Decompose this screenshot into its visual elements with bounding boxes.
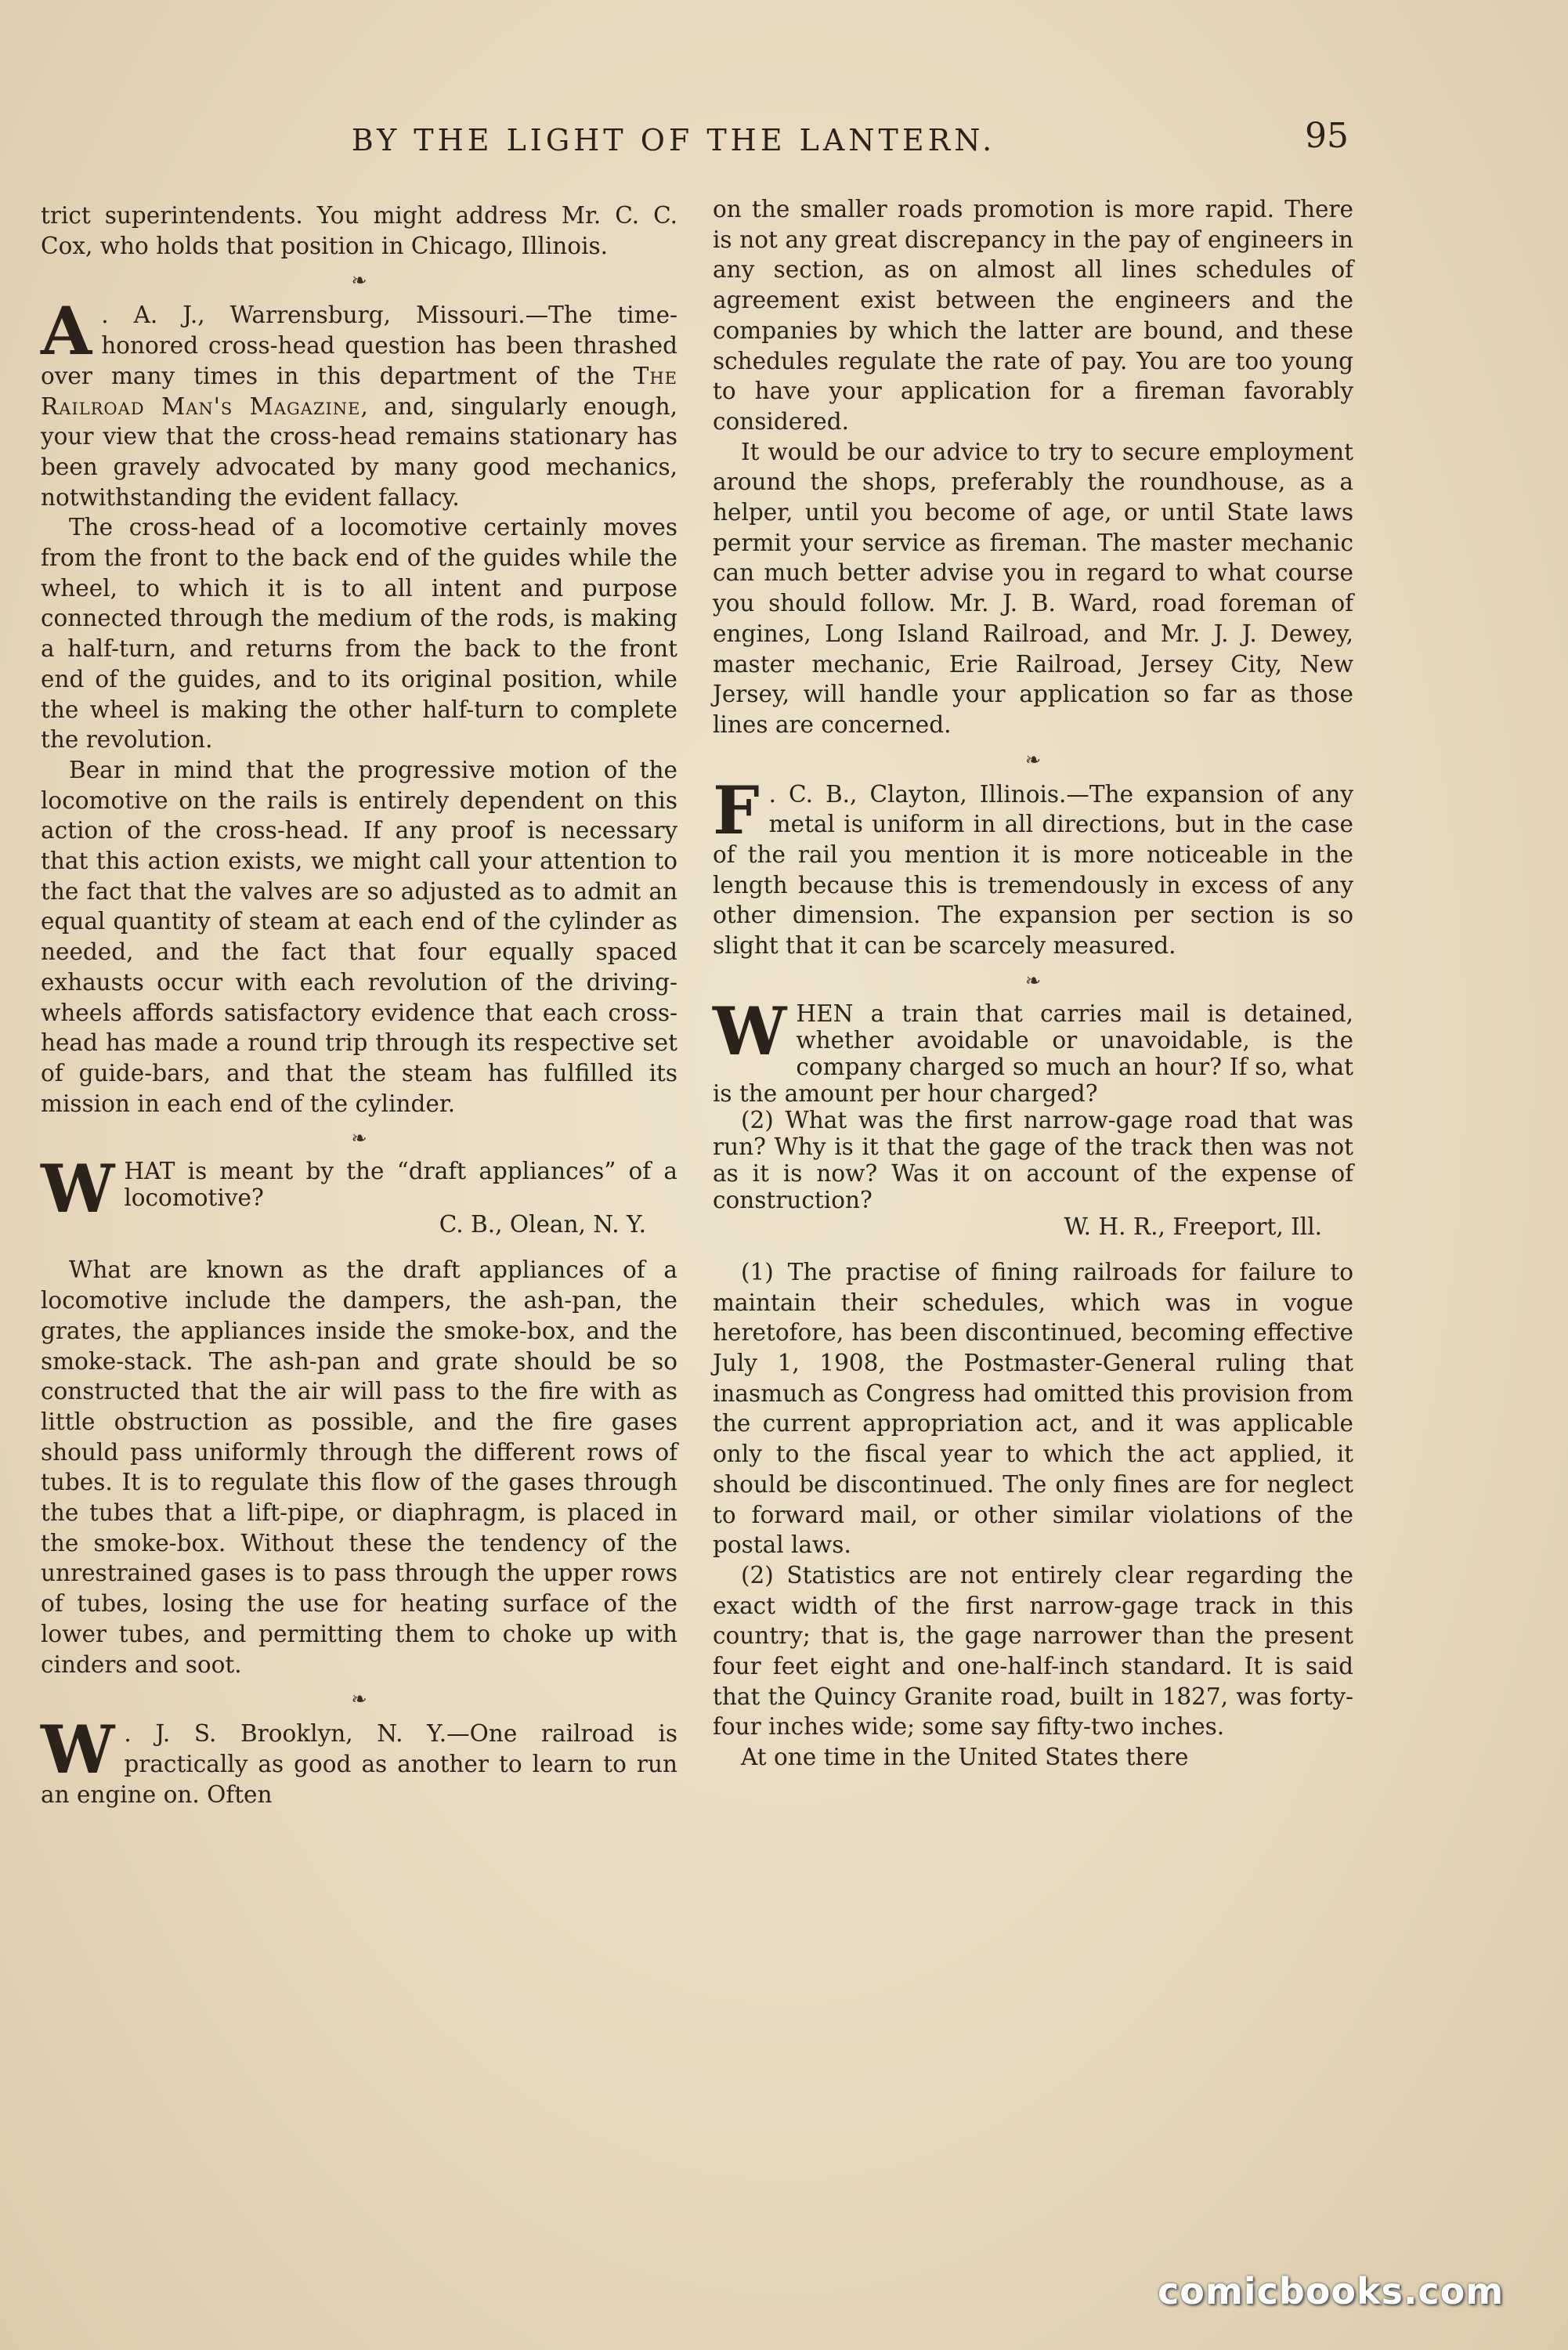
watermark-logo: comicbooks.com — [1158, 2270, 1505, 2312]
drop-cap: F — [713, 771, 760, 849]
paragraph-promotion: on the smaller roads promotion is more rapid. There is not any great discrepancy in the pay of engineers in any section, as on almost all lines schedules of agreement exist between the engineers and the companies by which the latter are bound, and these schedules regulate the rate of pay. You are too young to have your application for a fireman favorably considered. — [713, 196, 1353, 435]
answer-intro: . A. J., Warrensburg, Missouri.—The time-honored cross-head question has been thrashed over many times in this department of the — [41, 302, 677, 389]
left-column — [41, 201, 677, 1810]
answer-narrow-gage: (2) Statistics are not entirely clear regarding the exact width of the first narrow-gage track in this country; that is, the gage narrower than the present four feet eight and one-half-inch standard. It is said that the Quincy Granite road, built in 1827, was forty-four inches wide; some say fifty-two inches. — [713, 1561, 1353, 1741]
question-mail-train — [713, 992, 1353, 1107]
answer-fines: (1) The practise of fining railroads for failure to maintain their schedules, which was in vogue heretofore, has been discontinued, becoming effective July 1, 1908, the Postmaster-General ruling that inasmuch as Congress had omitted this provision from the current appropriation act, and it was applicable only to the fiscal year to which the act applied, it should be discontinued. The only fines are for neglect to forward mail, or other similar violations of the postal laws. — [713, 1258, 1353, 1559]
drop-cap: W — [41, 1150, 115, 1228]
question-narrow-gage: (2) What was the first narrow-gage road that was run? Why is it that the gage of the track then was not as it is now? Was it on account of the expense of construction? — [713, 1106, 1353, 1213]
page-number: 95 — [1305, 116, 1349, 156]
answer-fcb-clayton — [713, 771, 1353, 961]
drop-cap: W — [41, 1711, 115, 1789]
paragraph-draft-answer: What are known as the draft appliances of a locomotive include the dampers, the ash-pan, the grates, the appliances inside the smoke-box, and the smoke-stack. The ash-pan and grate should be so constructed that the air will pass to the fire with as little obstruction as possible, and the fire gases should pass uniformly through the different rows of tubes. It is to regulate this flow of the gases through the tubes that a lift-pipe, or diaphragm, is placed in the smoke-box. Without these the tendency of the unrestrained gases is to pass through the upper rows of tubes, losing the use for heating surface of the lower tubes, and permitting them to choke up with cinders and soot. — [41, 1256, 677, 1678]
answer-text: . C. B., Clayton, Illinois.—The expansion of any metal is uniform in all directions, but in the case of the rail you mention it is more noticeable in the length because this is tremendously in excess of any other dimension. The expansion per section is so slight that it can be scarcely measured. — [713, 780, 1353, 960]
paragraph-advice: It would be our advice to try to secure employment around the shops, preferably the roundhouse, as a helper, until you become of age, or until State laws permit your service as fireman. The master mechanic can much better advise you in regard to what course you should follow. Mr. J. B. Ward, road foreman of engines, Long Island Railroad, and Mr. J. J. Dewey, master mechanic, Erie Railroad, Jersey City, New Jersey, will handle your application so far as those lines are concerned. — [713, 438, 1353, 738]
drop-cap: W — [713, 992, 787, 1070]
section-separator-ornament: ❧ — [1024, 748, 1042, 771]
paragraph-bear-in-mind: Bear in mind that the progressive motion of the locomotive on the rails is entirely dependent on this action of the cross-head. If any proof is necessary that this action exists, we might call your attention to the fact that the valves are so adjusted as to admit an equal quantity of steam at each end of the cylinder as needed, and the fact that four equally spaced exhausts occur with each revolution of the driving-wheels affords satisfactory evidence that each cross-head has made a round trip through its respective set of guide-bars, and that the steam has fulfilled its mission in each end of the cylinder. — [41, 756, 677, 1117]
paragraph-crosshead: The cross-head of a locomotive certainly moves from the front to the back end of the guides while the wheel, to which it is to all intent and purpose connected through the medium of the rods, is making a half-turn, and returns from the back to the front end of the guides, and to its original position, while the wheel is making the other half-turn to complete the revolution. — [41, 514, 677, 754]
answer-wjs-brooklyn — [41, 1711, 677, 1810]
section-separator-ornament: ❧ — [1024, 969, 1042, 992]
section-separator-ornament: ❧ — [351, 1688, 367, 1711]
question-signature: W. H. R., Freeport, Ill. — [1064, 1213, 1322, 1240]
right-column — [713, 194, 1353, 1773]
paragraph-continues: At one time in the United States there — [741, 1744, 1189, 1771]
question-text: HEN a train that carries mail is detained, whether avoidable or unavoidable, is the company charged so much an hour? If so, what is the amount per hour charged? — [713, 1000, 1353, 1107]
paragraph-continued: trict superintendents. You might address Mr. C. C. Cox, who holds that position in Chicago, Illinois. — [41, 202, 677, 259]
magazine-name: The Railroad Man's Magazine — [41, 362, 677, 420]
section-separator-ornament: ❧ — [351, 1127, 367, 1150]
question-signature: C. B., Olean, N. Y. — [439, 1211, 646, 1238]
running-header: BY THE LIGHT OF THE LANTERN. — [351, 123, 996, 157]
section-separator-ornament: ❧ — [351, 269, 367, 292]
question-text: HAT is meant by the “draft appliances” of a locomotive? — [124, 1158, 677, 1212]
answer-rest: , and, singularly enough, your view that the cross-head remains stationary has been gravely advocated by many good mechanics, notwithstanding the evident fallacy. — [41, 392, 677, 511]
answer-aj-warrensburg — [41, 292, 677, 512]
answer-text: . J. S. Brooklyn, N. Y.—One railroad is practically as good as another to learn to run an engine on. Often — [41, 1720, 677, 1808]
drop-cap: A — [41, 292, 92, 371]
